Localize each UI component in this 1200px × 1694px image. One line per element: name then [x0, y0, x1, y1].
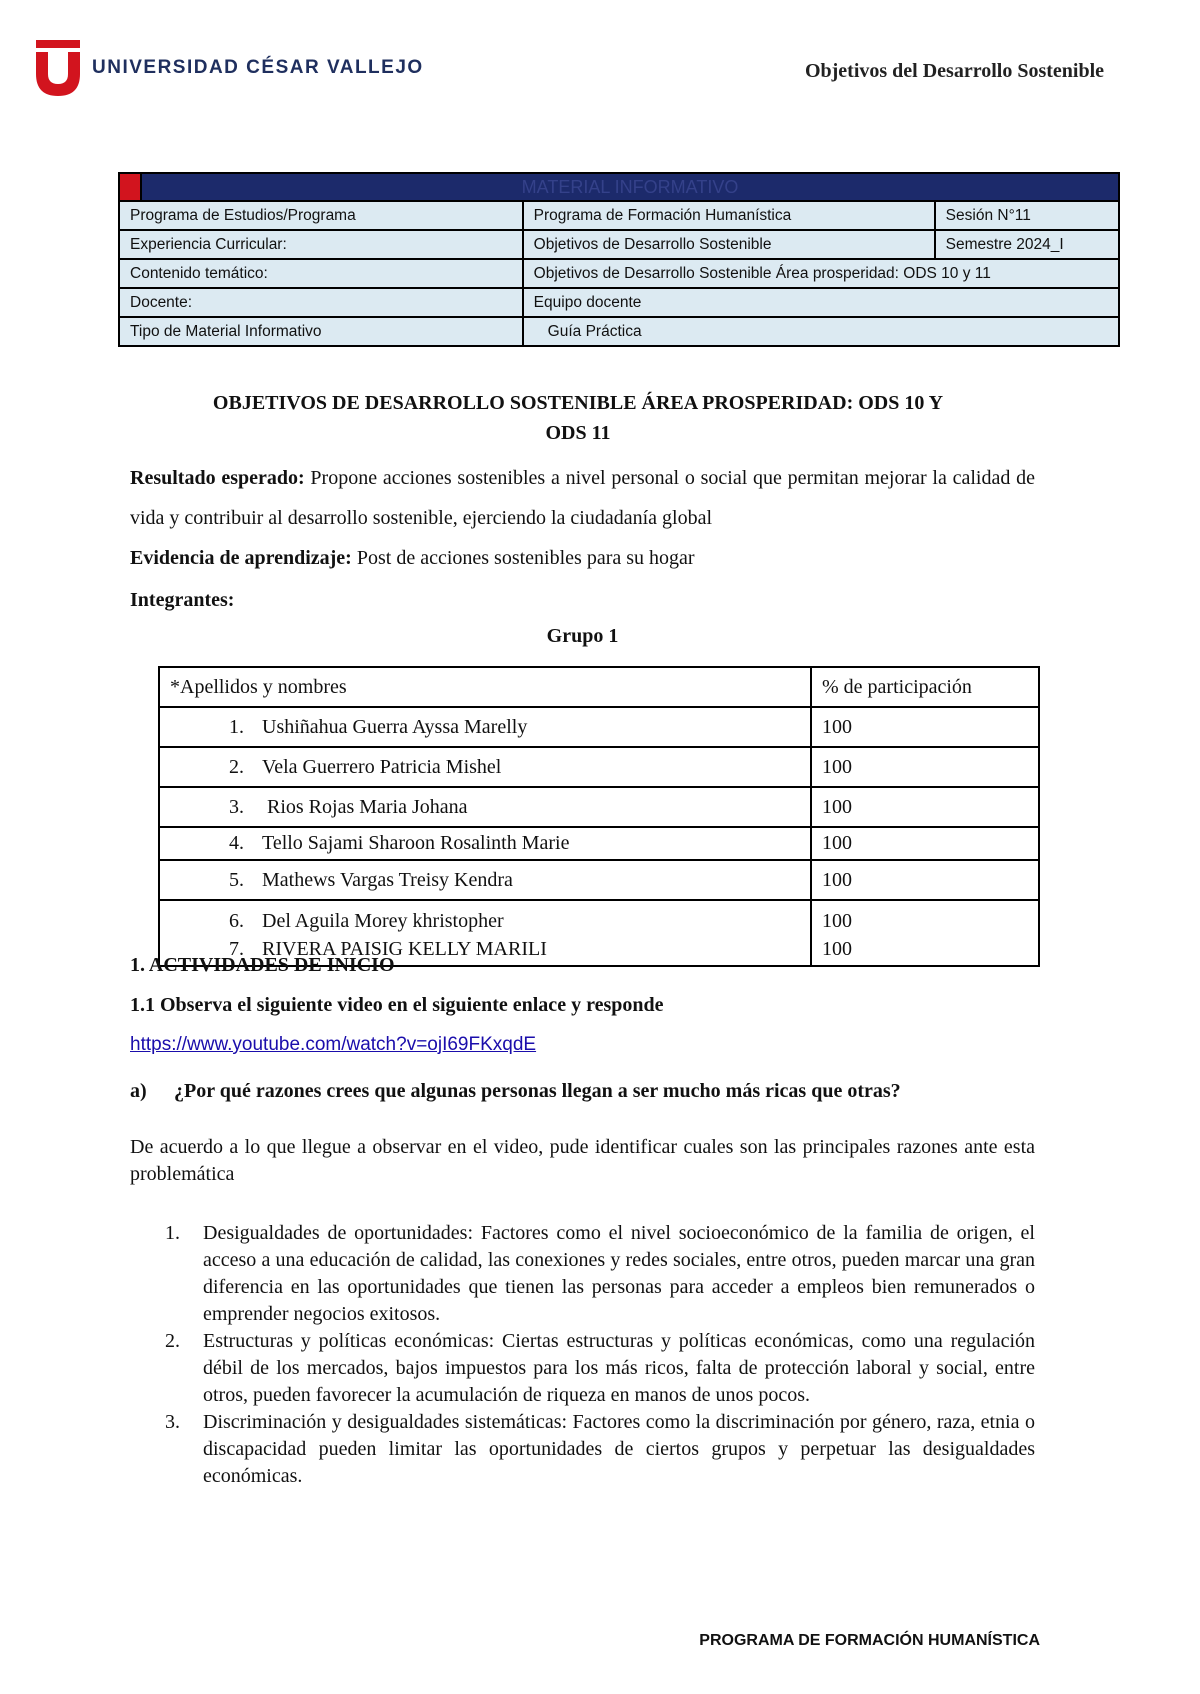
info-value: Programa de Formación Humanística: [523, 201, 935, 230]
list-item: [165, 1220, 1035, 1328]
video-link[interactable]: https://www.youtube.com/watch?v=ojI69FKxqdE: [130, 1034, 537, 1055]
member-name: Mathews Vargas Treisy Kendra: [262, 868, 513, 891]
member-number: 3.: [229, 795, 244, 818]
member-number: 6.: [229, 910, 244, 932]
member-name: Tello Sajami Sharoon Rosalinth Marie: [262, 832, 570, 854]
member-number: 7.: [229, 938, 244, 960]
subsection-heading: 1.1 Observa el siguiente video en el siguiente enlace y responde: [130, 994, 664, 1016]
members-col-pct: % de participación: [811, 667, 1039, 707]
info-value: Guía Práctica: [523, 317, 1119, 346]
document-title: [118, 388, 1038, 448]
info-row: [119, 201, 1119, 230]
footer-program: PROGRAMA DE FORMACIÓN HUMANÍSTICA: [699, 1632, 1040, 1649]
info-label: Programa de Estudios/Programa: [119, 201, 523, 230]
info-label: Contenido temático:: [119, 259, 523, 288]
evidencia-paragraph: [130, 538, 1035, 578]
info-table: [118, 172, 1120, 347]
members-header-row: [159, 667, 1039, 707]
resultado-paragraph: [130, 458, 1035, 538]
table-row: [159, 827, 1039, 860]
answer-intro: De acuerdo a lo que llegue a observar en el video, pude identificar cuales son las principales razones ante esta problemática: [130, 1136, 1035, 1185]
reason-number: 1.: [165, 1222, 180, 1244]
list-item: [165, 1409, 1035, 1490]
info-label: Experiencia Curricular:: [119, 230, 523, 259]
member-name: Ushiñahua Guerra Ayssa Marelly: [262, 715, 528, 738]
group-title: Grupo 1: [546, 625, 619, 647]
reasons-list: [165, 1220, 1035, 1490]
member-pct: 100: [811, 747, 1039, 787]
info-label: Tipo de Material Informativo: [119, 317, 523, 346]
table-row: [159, 787, 1039, 827]
question-a: [130, 1078, 1035, 1105]
member-number: 1.: [229, 715, 244, 738]
university-name: UNIVERSIDAD CÉSAR VALLEJO: [92, 57, 424, 78]
info-extra: Semestre 2024_I: [935, 230, 1119, 259]
member-pct: 100: [811, 827, 1039, 860]
info-value: Objetivos de Desarrollo Sostenible Área prosperidad: ODS 10 y 11: [523, 259, 1119, 288]
title-line-1: OBJETIVOS DE DESARROLLO SOSTENIBLE ÁREA PROSPERIDAD: ODS 10 Y: [212, 392, 944, 414]
info-table-heading: MATERIAL INFORMATIVO: [141, 173, 1119, 201]
member-name: Del Aguila Morey khristopher: [262, 910, 504, 932]
member-name: RIVERA PAISIG KELLY MARILI: [262, 938, 547, 960]
title-line-2: ODS 11: [545, 422, 611, 444]
info-row: [119, 259, 1119, 288]
list-item: [165, 1328, 1035, 1409]
table-row: [159, 707, 1039, 747]
member-name: Rios Rojas Maria Johana: [262, 795, 468, 818]
resultado-text: Propone acciones sostenibles a nivel personal o social que permitan mejorar la calidad de vida y contribuir al desarrollo sostenible, ejerciendo la ciudadanía global: [130, 467, 1035, 529]
question-text: ¿Por qué razones crees que algunas personas llegan a ser mucho más ricas que otras?: [174, 1080, 901, 1102]
evidencia-label: Evidencia de aprendizaje:: [130, 547, 352, 569]
members-col-name: *Apellidos y nombres: [159, 667, 811, 707]
table-row: [159, 747, 1039, 787]
section-heading: 1. ACTIVIDADES DE INICIO: [130, 954, 395, 976]
reason-number: 3.: [165, 1411, 180, 1433]
info-label: Docente:: [119, 288, 523, 317]
member-number: 4.: [229, 832, 244, 854]
question-letter: a): [130, 1080, 147, 1102]
integrantes-label: Integrantes:: [130, 589, 235, 611]
header-course-title: Objetivos del Desarrollo Sostenible: [804, 60, 1104, 82]
evidencia-text: Post de acciones sostenibles para su hogar: [351, 547, 695, 569]
info-table-heading-row: [119, 173, 1119, 201]
member-number: 2.: [229, 755, 244, 778]
info-value: Objetivos de Desarrollo Sostenible: [523, 230, 935, 259]
resultado-label: Resultado esperado:: [130, 467, 305, 489]
reason-text: Discriminación y desigualdades sistemáticas: Factores como la discriminación por género, raza, etnia o discapacidad pueden limitar las oportunidades de ciertos grupos y perpetuar las desigualdades económicas.: [203, 1411, 1035, 1487]
members-table: [158, 666, 1040, 967]
info-extra: Sesión N°11: [935, 201, 1119, 230]
info-table-red-mark: [119, 173, 141, 201]
info-value: Equipo docente: [523, 288, 1119, 317]
info-row: [119, 230, 1119, 259]
ucv-logo-icon: [34, 40, 82, 96]
reason-text: Estructuras y políticas económicas: Ciertas estructuras y políticas económicas, como una regulación débil de los mercados, bajos impuestos para los más ricos, falta de protección laboral y social, entre otros, pueden favorecer la acumulación de riqueza en manos de unos pocos.: [203, 1330, 1035, 1406]
info-row: [119, 288, 1119, 317]
member-pct: 100: [822, 910, 852, 932]
table-row: [159, 860, 1039, 900]
member-pct: 100: [811, 707, 1039, 747]
member-name: Vela Guerrero Patricia Mishel: [262, 755, 502, 778]
member-pct: 100: [822, 938, 852, 960]
info-row: [119, 317, 1119, 346]
reason-text: Desigualdades de oportunidades: Factores como el nivel socioeconómico de la familia de origen, el acceso a una educación de calidad, las conexiones y redes sociales, entre otros, pueden marcar una gran diferencia en las oportunidades que tienen las personas para acceder a empleos bien remunerados o emprender negocios exitosos.: [203, 1222, 1035, 1325]
member-pct: 100: [811, 860, 1039, 900]
reason-number: 2.: [165, 1330, 180, 1352]
member-number: 5.: [229, 868, 244, 891]
member-pct: 100: [811, 787, 1039, 827]
